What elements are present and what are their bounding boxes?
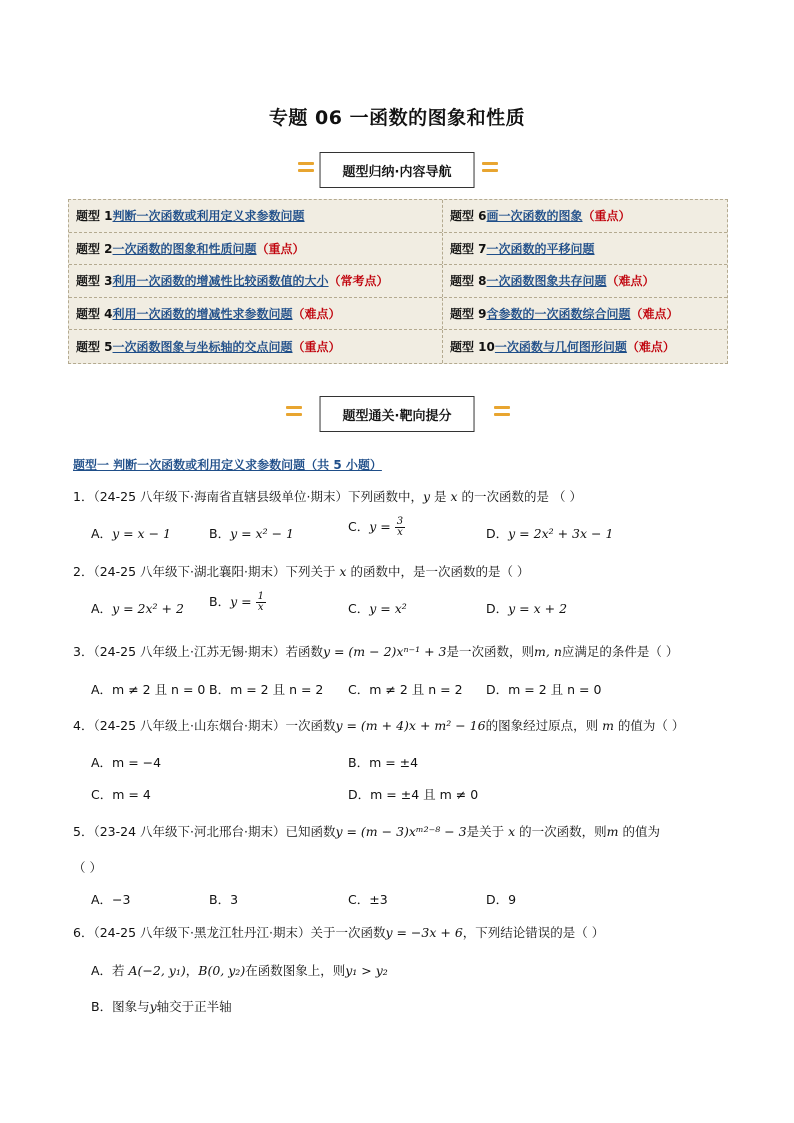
right-bars-icon [482, 162, 498, 178]
option-letter: A． [91, 601, 113, 616]
option-d[interactable]: D．m = ±4 且 m ≠ 0 [348, 787, 479, 802]
nav-label: 题型 6 [450, 209, 487, 224]
question-text: 3．（24-25 八年级上·江苏无锡·期末）若函数 [73, 644, 323, 659]
question-1 [73, 487, 582, 505]
math-expr: y = x + 2 [508, 601, 568, 616]
nav-cell [443, 233, 727, 265]
nav-link[interactable]: 一次函数与几何图形问题 [494, 340, 627, 355]
nav-link[interactable]: 利用一次函数的增减性比较函数值的大小 [112, 274, 329, 289]
math-expr: y = [230, 594, 256, 609]
nav-tag: （难点） [630, 307, 679, 322]
nav-cell [443, 298, 727, 330]
nav-link[interactable]: 利用一次函数的增减性求参数问题 [112, 307, 293, 322]
denominator: x [397, 527, 403, 538]
option-b[interactable] [209, 592, 266, 613]
nav-tag: （难点） [626, 340, 675, 355]
nav-label: 题型 8 [450, 274, 487, 289]
fraction [256, 592, 266, 613]
option-text: 轴交于正半轴 [156, 999, 232, 1014]
question-text: 2．（24-25 八年级下·湖北襄阳·期末）下列关于 [73, 564, 340, 579]
nav-link[interactable]: 一次函数图象与坐标轴的交点问题 [112, 340, 293, 355]
option-c[interactable]: C．m = 4 [91, 787, 151, 802]
question-2 [73, 562, 529, 580]
question-3 [73, 642, 678, 660]
question-5 [73, 822, 660, 840]
nav-tag: （难点） [292, 307, 341, 322]
option-b[interactable]: B．m = 2 且 n = 2 [209, 682, 324, 697]
nav-link[interactable]: 判断一次函数或利用定义求参数问题 [112, 209, 305, 224]
question-text: 的函数中，是一次函数的是（ ） [346, 564, 530, 579]
nav-row [69, 200, 727, 233]
question-text: 是关于 [466, 824, 509, 839]
left-bars-icon [298, 162, 314, 178]
question-text: ，下列结论错误的是（ ） [462, 925, 605, 940]
option-text: ， [185, 963, 199, 978]
option-a[interactable]: A．m = −4 [91, 755, 162, 770]
option-b[interactable]: B．3 [209, 892, 239, 907]
question-text: 6．（24-25 八年级下·黑龙江牡丹江·期末）关于一次函数 [73, 925, 386, 940]
nav-label: 题型 3 [76, 274, 113, 289]
nav-link[interactable]: 含参数的一次函数综合问题 [486, 307, 631, 322]
nav-link[interactable]: 画一次函数的图象 [486, 209, 583, 224]
option-d[interactable] [486, 599, 567, 617]
math-var: y [149, 999, 157, 1014]
nav-tag: （重点） [292, 340, 341, 355]
nav-tag: （重点） [582, 209, 631, 224]
denominator: x [257, 602, 264, 613]
option-c[interactable] [348, 517, 405, 538]
option-b[interactable]: B．m = ±4 [348, 755, 419, 770]
numerator: 1 [257, 591, 264, 602]
nav-cell [69, 233, 443, 265]
option-letter: A． [91, 526, 113, 541]
fraction [395, 517, 405, 538]
nav-cell [443, 200, 727, 232]
question-text: 的图象经过原点，则 [485, 718, 603, 733]
nav-row [69, 233, 727, 266]
option-d[interactable]: D．9 [486, 892, 517, 907]
nav-label: 题型 4 [76, 307, 113, 322]
option-d[interactable]: D．m = 2 且 n = 0 [486, 682, 602, 697]
page-title: 专题 06 一函数的图象和性质 [268, 107, 526, 129]
nav-cell [443, 265, 727, 297]
nav-cell [69, 298, 443, 330]
math-expr: y = 2x² + 2 [112, 601, 184, 616]
question-4 [73, 716, 684, 734]
nav-cell [69, 265, 443, 297]
math-var: y [422, 489, 431, 504]
option-a[interactable] [91, 961, 388, 979]
nav-tag: （常考点） [328, 274, 389, 289]
option-letter: D． [486, 526, 509, 541]
math-expr: y = x − 1 [112, 526, 171, 541]
nav-tag: （难点） [606, 274, 655, 289]
math-var: x [508, 824, 516, 839]
nav-link[interactable]: 一次函数的平移问题 [486, 241, 595, 256]
option-b[interactable] [209, 524, 294, 542]
math-var: x [339, 564, 347, 579]
option-text: B．图象与 [91, 999, 150, 1014]
banner-label: 题型归纳·内容导航 [320, 152, 475, 188]
banner-practice [0, 396, 794, 436]
section-heading[interactable]: 题型一 判断一次函数或利用定义求参数问题（共 5 小题） [73, 458, 382, 472]
question-text: 应满足的条件是（ ） [561, 644, 679, 659]
nav-link[interactable]: 一次函数的图象和性质问题 [112, 241, 257, 256]
math-expr: y = (m + 4)x + m² − 16 [335, 718, 486, 733]
option-text: 在函数图象上，则 [245, 963, 346, 978]
math-expr: y = (m − 2)xⁿ⁻¹ + 3 [322, 644, 447, 659]
option-letter: C． [348, 601, 370, 616]
math-expr: y = x² − 1 [230, 526, 294, 541]
answer-paren: （ ） [73, 860, 102, 875]
math-expr: y = (m − 3)xᵐ²⁻⁸ − 3 [335, 824, 467, 839]
question-text: 是一次函数，则 [446, 644, 535, 659]
nav-cell [69, 200, 443, 232]
option-c[interactable] [348, 599, 407, 617]
numerator: 3 [396, 516, 404, 527]
option-letter: C． [348, 519, 370, 534]
math-expr: B(0, y₂) [198, 963, 246, 978]
nav-tag: （重点） [256, 241, 305, 256]
nav-label: 题型 7 [450, 241, 487, 256]
nav-label: 题型 10 [450, 340, 495, 355]
option-b[interactable] [91, 997, 232, 1015]
math-var: m [602, 718, 614, 733]
option-letter: B． [209, 526, 231, 541]
math-expr: y = −3x + 6 [385, 925, 463, 940]
nav-link[interactable]: 一次函数图象共存问题 [486, 274, 607, 289]
right-bars-icon [494, 406, 510, 422]
option-letter: B． [209, 594, 231, 609]
nav-row [69, 298, 727, 331]
option-a[interactable] [91, 524, 171, 542]
math-expr: y = [369, 519, 395, 534]
option-a[interactable]: A．m ≠ 2 且 n = 0 [91, 682, 206, 697]
nav-cell [69, 330, 443, 363]
math-var: x [450, 489, 458, 504]
math-expr: y₁ > y₂ [345, 963, 388, 978]
question-text: 的值为（ ） [613, 718, 685, 733]
topic-navigation-table [68, 199, 728, 364]
nav-row [69, 330, 727, 363]
question-text: 的值为 [618, 824, 660, 839]
option-d[interactable] [486, 524, 613, 542]
left-bars-icon [286, 406, 302, 422]
math-expr: A(−2, y₁) [128, 963, 186, 978]
nav-row [69, 265, 727, 298]
question-text: 的一次函数，则 [515, 824, 607, 839]
question-text: 1．（24-25 八年级下·海南省直辖县级单位·期末）下列函数中， [73, 489, 423, 504]
nav-label: 题型 5 [76, 340, 113, 355]
nav-cell [443, 330, 727, 363]
nav-label: 题型 9 [450, 307, 487, 322]
option-a[interactable] [91, 599, 184, 617]
math-expr: y = x² [369, 601, 407, 616]
nav-label: 题型 1 [76, 209, 113, 224]
banner-content-navigation [0, 152, 794, 192]
math-var: m, n [534, 644, 562, 659]
banner-label: 题型通关·靶向提分 [320, 396, 475, 432]
question-text: 4．（24-25 八年级上·山东烟台·期末）一次函数 [73, 718, 336, 733]
math-expr: y = 2x² + 3x − 1 [508, 526, 614, 541]
nav-label: 题型 2 [76, 241, 113, 256]
math-var: m [606, 824, 619, 839]
question-text: 是 [430, 489, 451, 504]
option-c[interactable]: C．±3 [348, 892, 388, 907]
question-text: 5．（23-24 八年级下·河北邢台·期末）已知函数 [73, 824, 336, 839]
option-a[interactable]: A．−3 [91, 892, 131, 907]
option-c[interactable]: C．m ≠ 2 且 n = 2 [348, 682, 463, 697]
question-text: 的一次函数的是 （ ） [457, 489, 582, 504]
option-text: A．若 [91, 963, 129, 978]
question-6 [73, 923, 604, 941]
option-letter: D． [486, 601, 509, 616]
